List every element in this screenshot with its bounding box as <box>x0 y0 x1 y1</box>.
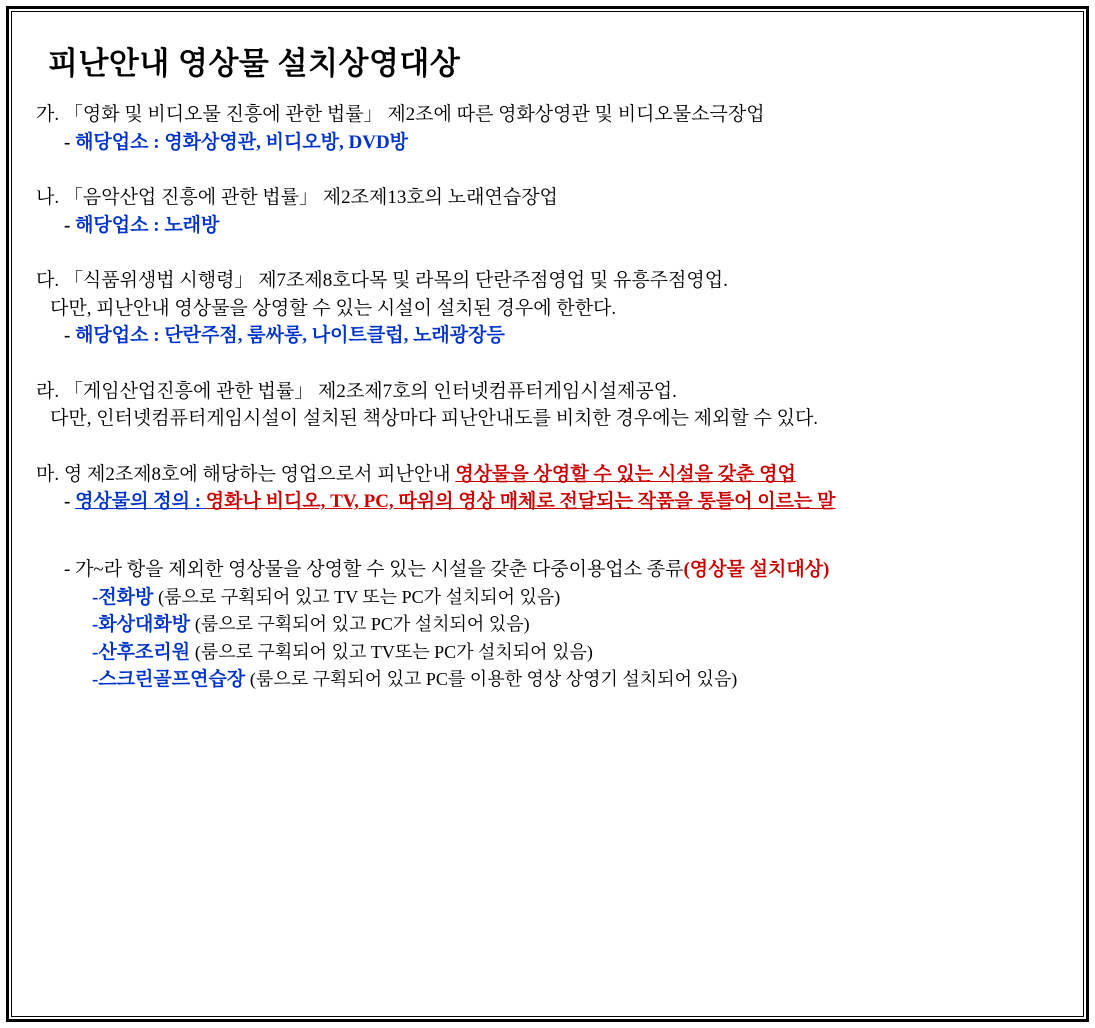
bullet-dash-icon: - <box>64 325 71 347</box>
document-content <box>18 18 1077 1010</box>
clause-ga-sub <box>64 129 1059 157</box>
clause-ra-marker: 라. <box>36 380 60 402</box>
clause-ma-sub <box>64 488 1059 516</box>
bullet-dash-icon: - <box>64 214 71 236</box>
venue-name: 스크린골프연습장 <box>98 669 246 691</box>
bullet-dash-icon: - <box>92 586 99 608</box>
clause-na-main <box>36 184 1059 212</box>
clause-ma-emphasis: 영상물을 상영할 수 있는 시설을 갖춘 영업 <box>455 463 796 485</box>
list-item-da <box>36 267 1059 350</box>
venue-name: 화상대화방 <box>98 614 191 636</box>
clause-da-sub <box>64 322 1059 350</box>
footer-row-4 <box>92 666 1059 694</box>
spacer <box>36 245 1059 267</box>
clause-ga-marker: 가. <box>36 104 60 125</box>
clause-ga-text: 「영화 및 비디오물 진흥에 관한 법률」 제2조에 따른 영화상영관 및 비디오물소극장업 <box>63 104 765 125</box>
footer-lead-emphasis: (영상물 설치대상) <box>683 559 830 581</box>
spacer <box>36 439 1059 461</box>
clause-ga-sub-label: 해당업소 : 영화상영관, 비디오방, DVD방 <box>75 131 409 153</box>
clause-da-marker: 다. <box>36 270 60 292</box>
venue-desc: (룸으로 구획되어 있고 PC를 이용한 영상 상영기 설치되어 있음) <box>249 669 738 690</box>
clause-na-sub-label: 해당업소 : 노래방 <box>75 214 220 236</box>
footer-lead-text: 가~라 항을 제외한 영상물을 상영할 수 있는 시설을 갖춘 다중이용업소 종류 <box>75 559 684 581</box>
venue-name: 전화방 <box>98 586 154 608</box>
clause-na-marker: 나. <box>36 187 60 209</box>
clause-da-main2: 다만, 피난안내 영상물을 상영할 수 있는 시설이 설치된 경우에 한한다. <box>50 297 617 319</box>
footer-lead <box>64 556 1059 584</box>
bullet-dash-icon: - <box>92 669 99 691</box>
clause-da-sub-label: 해당업소 : 단란주점, 룸싸롱, 나이트클럽, 노래광장등 <box>75 325 505 347</box>
list-item-ma <box>36 461 1059 516</box>
clause-na-text: 「음악산업 진흥에 관한 법률」 제2조제13호의 노래연습장업 <box>63 187 558 209</box>
venue-desc: (룸으로 구획되어 있고 TV 또는 PC가 설치되어 있음) <box>158 586 561 607</box>
clause-ra-text: 「게임산업진흥에 관한 법률」 제2조제7호의 인터넷컴퓨터게임시설제공업. <box>63 380 677 402</box>
clause-ra-main2: 다만, 인터넷컴퓨터게임시설이 설치된 책상마다 피난안내도를 비치한 경우에는 제외할 수 있다. <box>50 408 819 430</box>
clause-na-sub <box>64 212 1059 240</box>
bullet-dash-icon: - <box>92 614 99 636</box>
spacer <box>36 162 1059 184</box>
clause-da-text: 「식품위생법 시행령」 제7조제8호다목 및 라목의 단란주점영업 및 유흥주점영업. <box>63 270 728 292</box>
list-item-ga <box>36 101 1059 156</box>
clause-da-main <box>36 267 1059 295</box>
list-item-ra <box>36 378 1059 433</box>
page-title: 피난안내 영상물 설치상영대상 <box>48 46 461 81</box>
venue-desc: (룸으로 구획되어 있고 PC가 설치되어 있음) <box>194 614 530 635</box>
spacer <box>36 356 1059 378</box>
list-item-na <box>36 184 1059 239</box>
definition-label: 영상물의 정의 : <box>75 491 206 513</box>
footer-list <box>36 556 1059 694</box>
venue-desc: (룸으로 구획되어 있고 TV또는 PC가 설치되어 있음) <box>194 641 593 662</box>
footer-row-2 <box>92 611 1059 639</box>
clause-ra-main <box>36 378 1059 406</box>
bullet-dash-icon: - <box>64 131 71 153</box>
definition-text: 영화나 비디오, TV, PC, 따위의 영상 매체로 전달되는 작품을 통틀어 이르는 말 <box>205 491 836 513</box>
footer-row-3 <box>92 639 1059 667</box>
clause-ma-text: 영 제2조제8호에 해당하는 영업으로서 피난안내 <box>63 463 456 485</box>
spacer <box>36 522 1059 556</box>
clause-ga-main <box>36 101 1059 129</box>
venue-name: 산후조리원 <box>98 641 191 663</box>
bullet-dash-icon: - <box>64 491 71 513</box>
bullet-dash-icon: - <box>92 641 99 663</box>
bullet-dash-icon: - <box>64 559 71 581</box>
footer-row-1 <box>92 584 1059 612</box>
clause-ma-marker: 마. <box>36 463 60 485</box>
clause-ma-main <box>36 461 1059 489</box>
